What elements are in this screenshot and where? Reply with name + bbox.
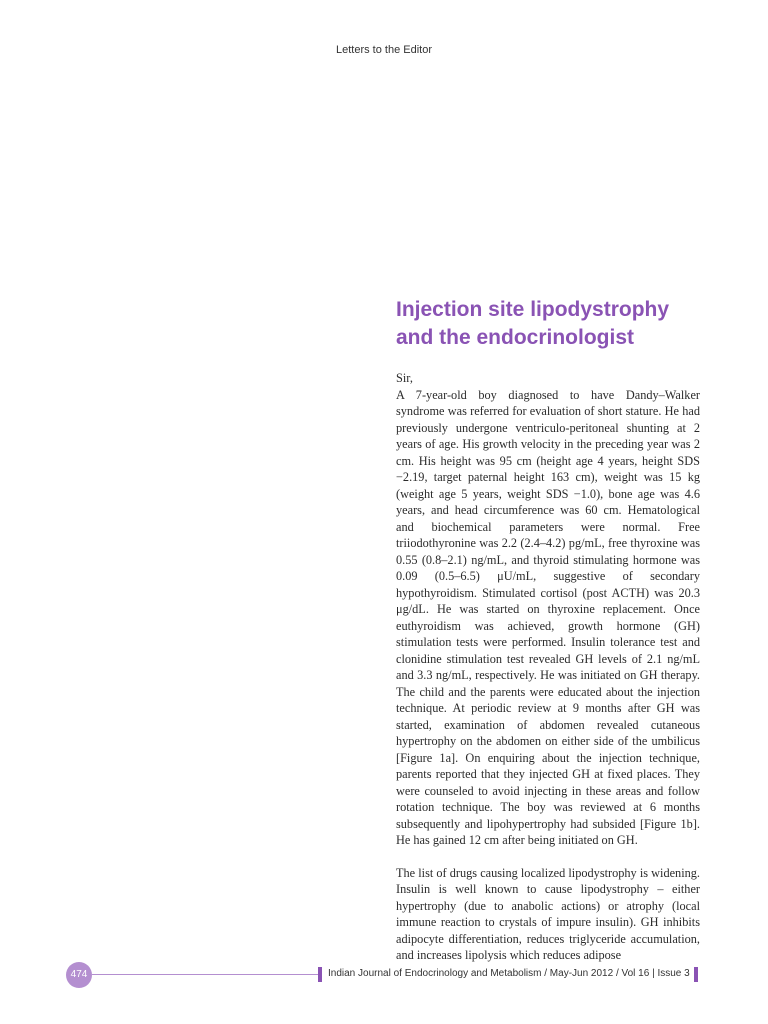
footer-bar-right <box>694 967 698 982</box>
page-number-badge: 474 <box>66 962 92 988</box>
body-paragraph-1: A 7-year-old boy diagnosed to have Dandy–Walker syndrome was referred for evaluation of short stature. He had previously undergone ventriculo-peritoneal shunting at 2 years of age. His growth velocity in the preceding year was 2 cm. His height was 95 cm (height age 4 years, height SDS −2.19, target paternal height 163 cm), weight was 15 kg (weight age 5 years, weight SDS −1.0), bone age was 4.6 years, and head circumference was 60 cm. Hematological and biochemical parameters were normal. Free triiodothyronine was 2.2 (2.4–4.2) pg/mL, free thyroxine was 0.55 (0.8–2.1) ng/mL, and thyroid stimulating hormone was 0.09 (0.5–6.5) μU/mL, suggestive of secondary hypothyroidism. Stimulated cortisol (post ACTH) was 20.3 μg/dL. He was started on thyroxine replacement. Once euthyroidism was achieved, growth hormone (GH) stimulation tests were performed. Insulin tolerance test and clonidine stimulation test revealed GH levels of 2.1 ng/mL and 3.3 ng/mL, respectively. He was initiated on GH therapy. The child and the parents were educated about the injection technique. At periodic review at 9 months after GH was started, examination of abdomen revealed cutaneous hypertrophy on the abdomen on either side of the umbilicus [Figure 1a]. On enquiring about the injection technique, parents reported that they injected GH at fixed places. They were counseled to avoid injecting in these areas and follow rotation technique. The boy was reviewed at 6 months subsequently and lipohypertrophy had subsided [Figure 1b]. He has gained 12 cm after being initiated on GH. <box>396 387 700 847</box>
running-head: Letters to the Editor <box>336 44 432 56</box>
salutation: Sir, <box>396 371 413 385</box>
letter-article <box>396 296 700 964</box>
body-paragraph-2: The list of drugs causing localized lipodystrophy is widening. Insulin is well known to cause lipodystrophy – either hypertrophy (due to anabolic actions) or atrophy (local immune reaction to crystals of impure insulin). GH inhibits adipocyte differentiation, reduces triglyceride accumulation, and increases lipolysis which reduces adipose <box>396 865 700 962</box>
footer-rule <box>92 974 318 975</box>
journal-citation: Indian Journal of Endocrinology and Metabolism / May-Jun 2012 / Vol 16 | Issue 3 <box>328 968 690 979</box>
page-footer <box>0 962 768 992</box>
footer-bar-left <box>318 967 322 982</box>
article-title: Injection site lipodystrophy and the endocrinologist <box>396 298 670 349</box>
